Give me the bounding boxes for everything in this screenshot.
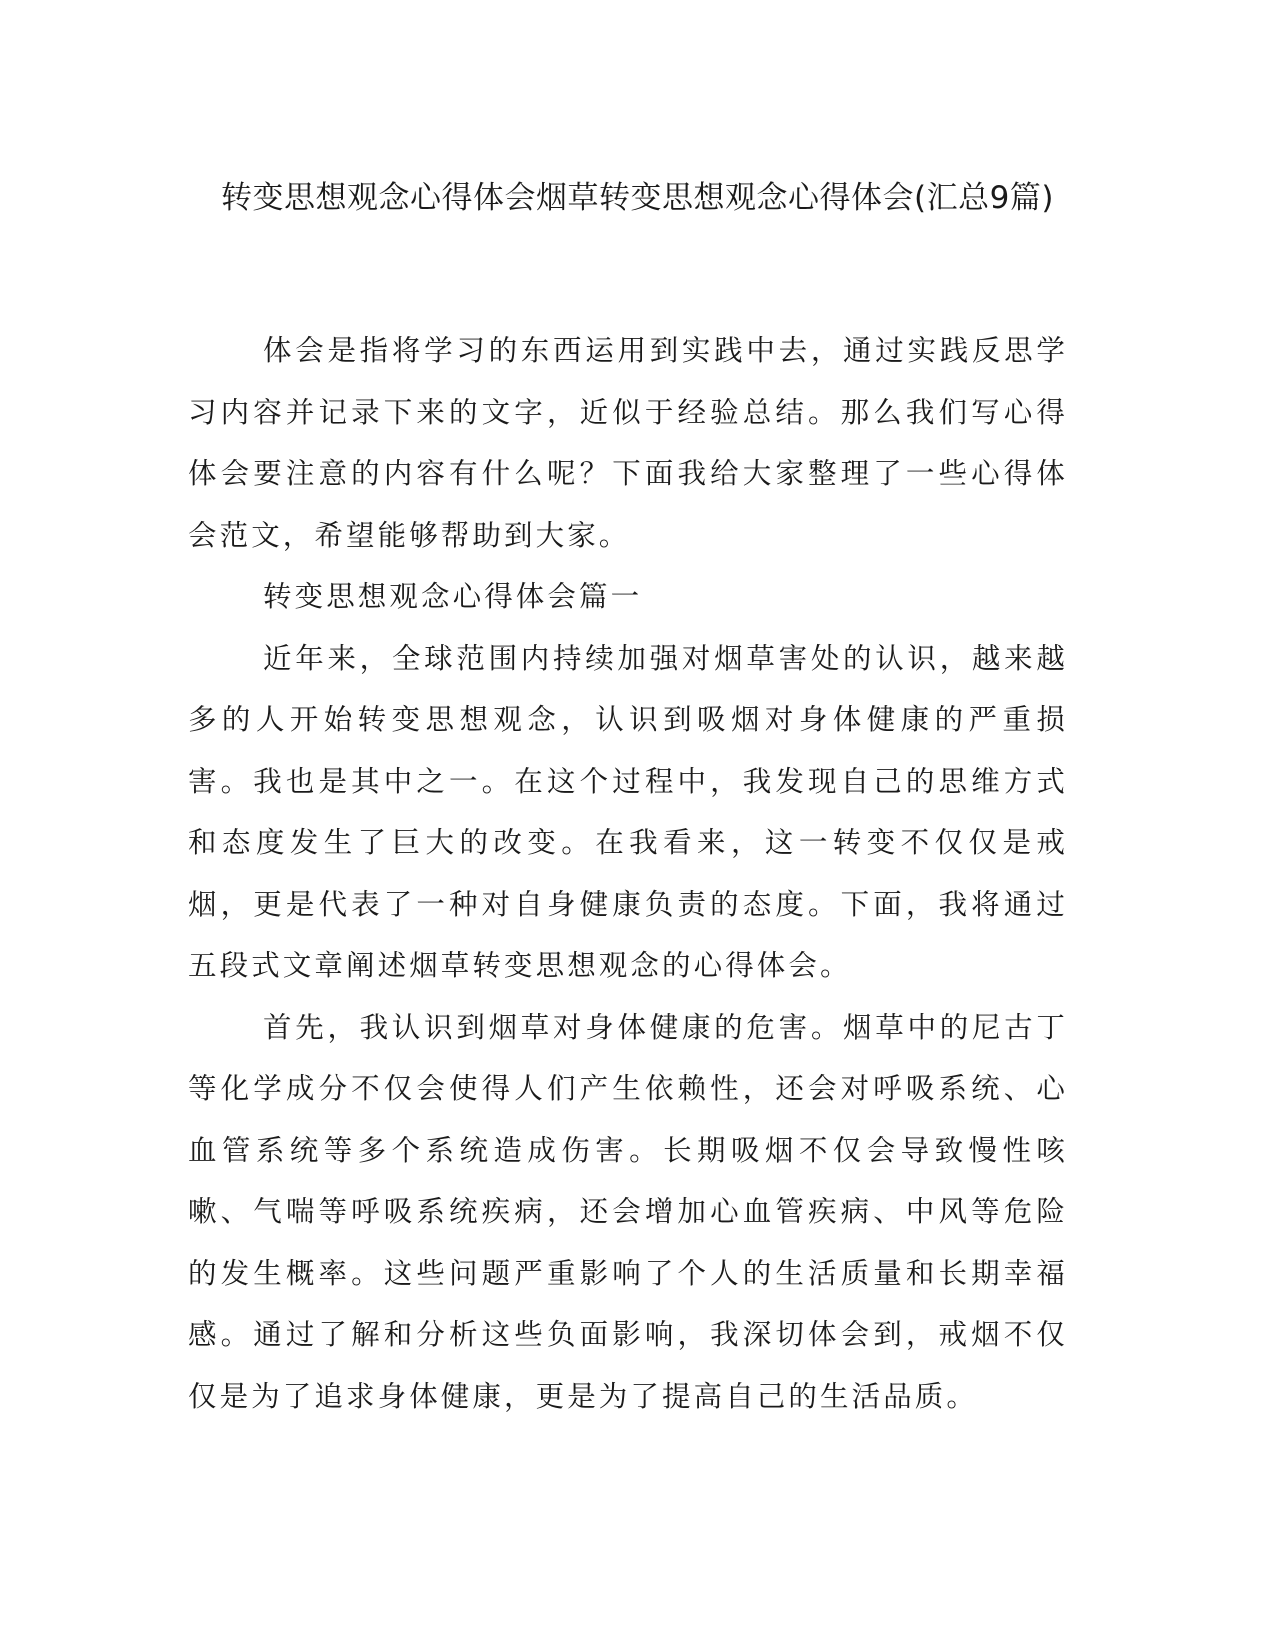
- body-paragraph: 首先，我认识到烟草对身体健康的危害。烟草中的尼古丁等化学成分不仅会使得人们产生依赖性，还会对呼吸系统、心血管系统等多个系统造成伤害。长期吸烟不仅会导致慢性咳嗽、气喘等呼吸系统疾病，还会增加心血管疾病、中风等危险的发生概率。这些问题严重影响了个人的生活质量和长期幸福感。通过了解和分析这些负面影响，我深切体会到，戒烟不仅仅是为了追求身体健康，更是为了提高自己的生活品质。: [188, 1010, 1068, 1413]
- document-title: 转变思想观念心得体会烟草转变思想观念心得体会(汇总9篇): [221, 180, 1054, 216]
- body-paragraph: 近年来，全球范围内持续加强对烟草害处的认识，越来越多的人开始转变思想观念，认识到吸烟对身体健康的严重损害。我也是其中之一。在这个过程中，我发现自己的思维方式和态度发生了巨大的改变。在我看来，这一转变不仅仅是戒烟，更是代表了一种对自身健康负责的态度。下面，我将通过五段式文章阐述烟草转变思想观念的心得体会。: [188, 641, 1068, 982]
- intro-paragraph: 体会是指将学习的东西运用到实践中去，通过实践反思学习内容并记录下来的文字，近似于经验总结。那么我们写心得体会要注意的内容有什么呢？下面我给大家整理了一些心得体会范文，希望能够帮助到大家。: [188, 334, 1068, 552]
- section-heading: 转变思想观念心得体会篇一: [263, 580, 643, 613]
- document-body: [188, 320, 1068, 1427]
